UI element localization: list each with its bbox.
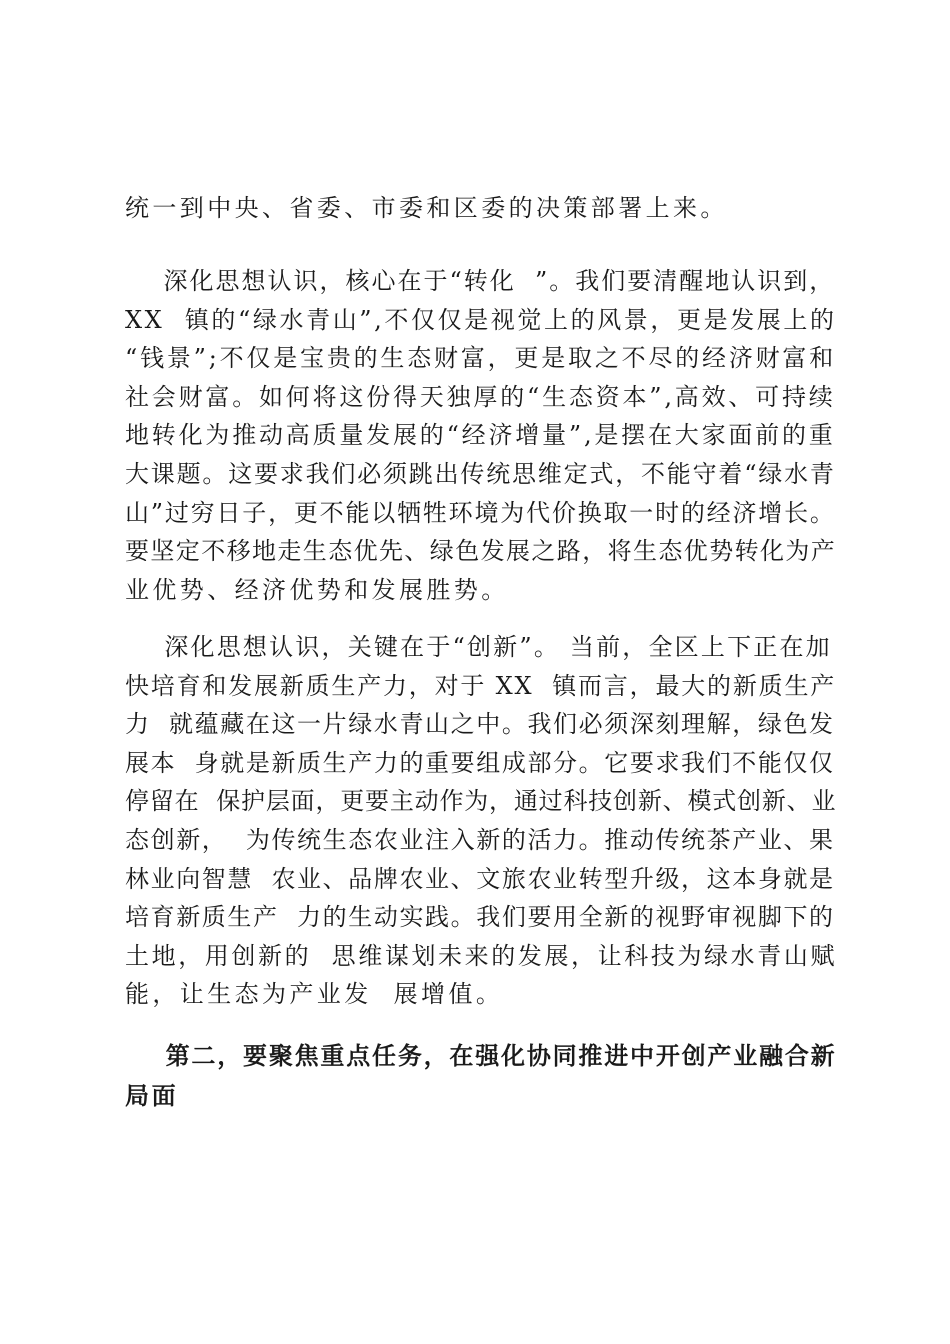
- text-line: 态创新， 为传统生态农业注入新的活力。推动传统茶产业、果: [125, 825, 835, 854]
- text-line: 深化思想认识，关键在于“创新”。 当前，全区上下正在加: [125, 633, 832, 661]
- section-heading: [125, 1036, 837, 1116]
- text-line: 业优势、经济优势和发展胜势。: [125, 575, 509, 604]
- text-line: 能，让生态为产业发 展增值。: [125, 980, 504, 1009]
- text-line: 深化思想认识，核心在于“转化 ”。我们要清醒地认识到，: [125, 267, 836, 295]
- text-line: “钱景”;不仅是宝贵的生态财富，更是取之不尽的经济财富和: [125, 344, 837, 373]
- paragraph-innovation: [125, 628, 837, 1014]
- heading-line: 局面: [125, 1082, 179, 1110]
- text-line: 培育新质生产 力的生动实践。我们要用全新的视野审视脚下的: [125, 903, 835, 932]
- text-line: XX 镇的“绿水青山”,不仅仅是视觉上的风景，更是发展上的: [125, 305, 837, 334]
- text-line: 山”过穷日子，更不能以牺牲环境为代价换取一时的经济增长。: [125, 498, 836, 527]
- text-line: 统一到中央、省委、市委和区委的决策部署上来。: [125, 194, 728, 222]
- text-line: 大课题。这要求我们必须跳出传统思维定式，不能守着“绿水青: [125, 459, 836, 488]
- text-line: 停留在 保护层面，更要主动作为，通过科技创新、模式创新、业: [125, 787, 837, 816]
- text-line: 要坚定不移地走生态优先、绿色发展之路，将生态优势转化为产: [125, 537, 837, 566]
- text-line: 力 就蕴藏在这一片绿水青山之中。我们必须深刻理解，绿色发: [125, 710, 835, 739]
- text-line: 地转化为推动高质量发展的“经济增量”,是摆在大家面前的重: [125, 421, 836, 450]
- text-line: 快培育和发展新质生产力，对于 XX 镇而言，最大的新质生产: [125, 671, 837, 700]
- text-line: 土地，用创新的 思维谋划未来的发展，让科技为绿水青山赋: [125, 941, 838, 970]
- text-line: 社会财富。如何将这份得天独厚的“生态资本”,高效、可持续: [125, 382, 836, 411]
- text-line: 展本 身就是新质生产力的重要组成部分。它要求我们不能仅仅: [125, 748, 835, 777]
- heading-line: 第二，要聚焦重点任务，在强化协同推进中开创产业融合新: [125, 1042, 837, 1070]
- paragraph-continuation: [125, 189, 837, 228]
- text-line: 林业向智慧 农业、品牌农业、文旅农业转型升级，这本身就是: [125, 864, 835, 893]
- paragraph-transformation: [125, 262, 837, 609]
